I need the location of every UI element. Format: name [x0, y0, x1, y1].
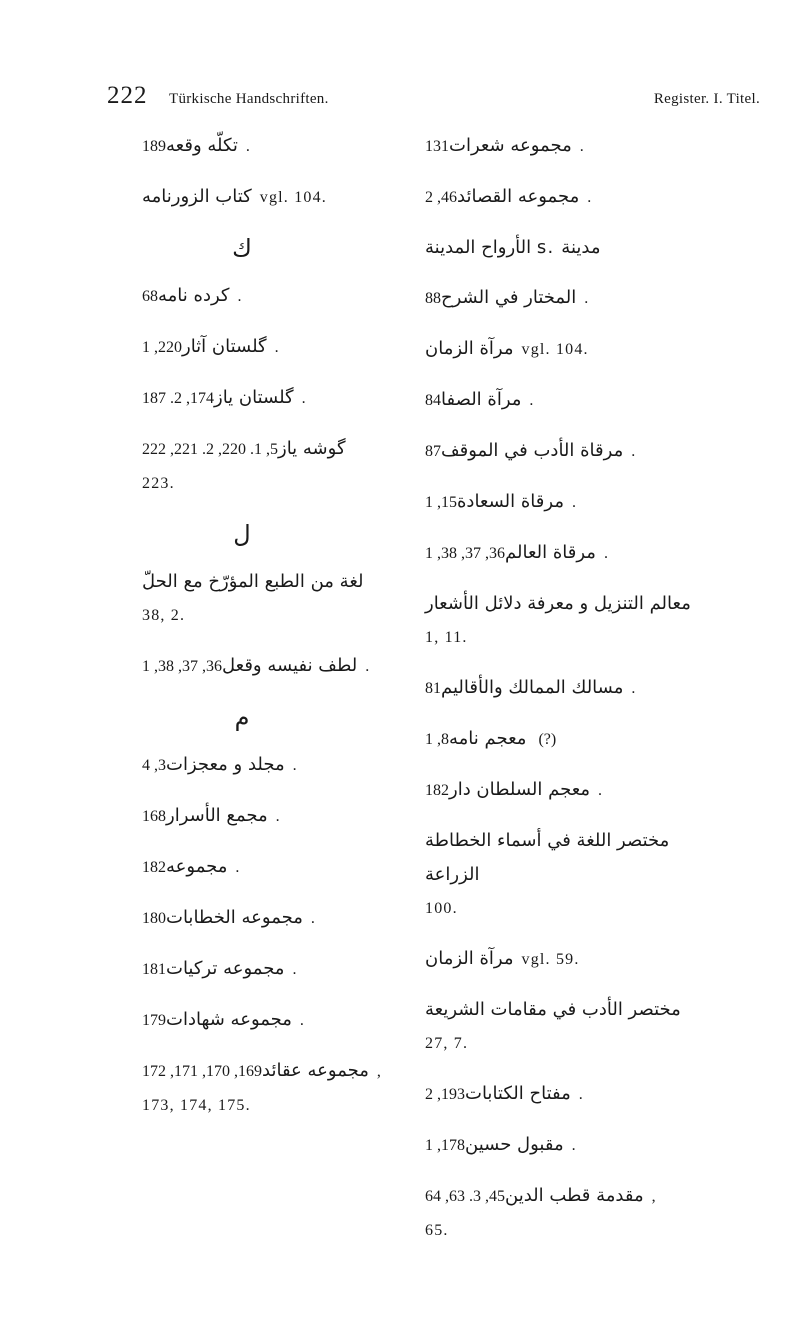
- index-entry: [142, 1006, 412, 1035]
- index-entry: [425, 386, 765, 415]
- index-entry: [425, 132, 765, 161]
- entry-title: مجموعه القصائد: [457, 186, 580, 207]
- index-entry: [142, 435, 412, 498]
- entry-reference: 8, 1 (?): [425, 731, 557, 748]
- entry-title: لغة من الطبع المؤرّخ مع الحلّ: [142, 571, 364, 592]
- index-entry: [142, 652, 412, 681]
- entry-reference-continuation: 100.: [425, 900, 458, 917]
- entry-title: مرآة الزمان: [425, 338, 514, 359]
- entry-title: مختصر الأدب في مقامات الشريعة: [425, 999, 681, 1020]
- entry-title: مقبول حسين: [465, 1134, 564, 1155]
- index-entry: [142, 802, 412, 831]
- index-entry: [425, 437, 765, 466]
- entry-reference: 220, 1.: [142, 339, 279, 356]
- letter-heading: م: [234, 703, 250, 731]
- index-entry: [425, 488, 765, 517]
- entry-title: كتاب الزورنامه: [142, 186, 252, 207]
- index-entry: [142, 1057, 412, 1120]
- index-entry: [142, 955, 412, 984]
- entry-reference: vgl. 104.: [521, 341, 589, 358]
- entry-reference: 179.: [142, 1012, 304, 1029]
- entry-title: معجم السلطان دار: [449, 779, 591, 800]
- entry-title: گلستان آثار: [182, 336, 267, 357]
- entry-reference: 45, 3. 63, 64,: [425, 1188, 656, 1205]
- entry-reference: 15, 1.: [425, 494, 576, 511]
- index-entry: [425, 827, 765, 923]
- entry-title: مفتاح الكتابات: [465, 1083, 571, 1104]
- page-number: 222: [107, 82, 148, 109]
- entry-title: مقدمة قطب الدين: [505, 1185, 644, 1206]
- index-entry: [425, 539, 765, 568]
- running-title: Türkische Handschriften.: [169, 91, 329, 107]
- entry-title: مجموعه الخطابات: [166, 907, 303, 928]
- index-entry: [425, 590, 765, 652]
- index-entry: [142, 183, 412, 212]
- entry-reference: 178, 1.: [425, 1137, 576, 1154]
- entry-reference: 46, 2.: [425, 189, 592, 206]
- entry-title: مجمع الأسرار: [166, 805, 268, 826]
- entry-title: لطف نفيسه وقعل: [222, 655, 358, 676]
- entry-title: مرآة الصفا: [441, 389, 522, 410]
- index-entry: [142, 282, 412, 311]
- letter-heading: ك: [232, 234, 252, 262]
- entry-reference: 68.: [142, 288, 242, 305]
- entry-title: مرآة الزمان: [425, 948, 514, 969]
- entry-reference: vgl. 59.: [521, 951, 580, 968]
- entry-title: مجموعه تركيات: [166, 958, 285, 979]
- entry-reference: 87.: [425, 443, 636, 460]
- entry-title: گلستان ياز: [214, 387, 294, 408]
- entry-reference-continuation: 223.: [142, 475, 175, 492]
- entry-title: مجموعه شعرات: [449, 135, 572, 156]
- entry-title: مرقاة السعادة: [457, 491, 564, 512]
- entry-title: مرقاة العالم: [505, 542, 596, 563]
- index-entry: [425, 1182, 765, 1245]
- entry-reference: 193, 2.: [425, 1086, 583, 1103]
- index-entry: [425, 1080, 765, 1109]
- entry-title: مرقاة الأدب في الموقف: [441, 440, 624, 461]
- entry-reference-continuation: 1, 11.: [425, 629, 468, 646]
- entry-title: تكلّه وقعه: [166, 135, 238, 156]
- entry-title: المختار في الشرح: [441, 287, 577, 308]
- entry-reference: 88.: [425, 290, 589, 307]
- left-column: [142, 132, 412, 1142]
- entry-reference: 174, 2. 187.: [142, 390, 306, 407]
- entry-title-continuation: الزراعة: [425, 864, 480, 885]
- letter-heading: ل: [233, 520, 251, 548]
- entry-reference-continuation: 173, 174, 175.: [142, 1097, 251, 1114]
- entry-title: مسالك الممالك والأقاليم: [441, 677, 624, 698]
- right-column: [425, 132, 765, 1267]
- entry-title: گوشه ياز: [278, 438, 346, 459]
- index-entry: [142, 568, 412, 630]
- index-entry: [425, 1131, 765, 1160]
- entry-reference: 182.: [425, 782, 603, 799]
- entry-reference: 84.: [425, 392, 534, 409]
- entry-title: معجم نامه: [449, 728, 527, 749]
- entry-title: مجموعه شهادات: [166, 1009, 292, 1030]
- page-header: [107, 82, 760, 112]
- entry-title: كرده نامه: [158, 285, 230, 306]
- index-entry: [142, 333, 412, 362]
- index-entry: [425, 945, 765, 974]
- entry-reference-continuation: 27, 7.: [425, 1035, 469, 1052]
- entry-reference: 168.: [142, 808, 280, 825]
- entry-reference: 3, 4.: [142, 757, 297, 774]
- entry-title: مجلد و معجزات: [166, 754, 285, 775]
- entry-reference: 189.: [142, 138, 250, 155]
- index-entry: [425, 284, 765, 313]
- entry-title: الأرواح المدينة s. مدينة: [425, 237, 601, 258]
- section-title: Register. I. Titel.: [653, 91, 760, 107]
- entry-reference: 169, 170, 171, 172,: [142, 1063, 381, 1080]
- index-entry: [425, 335, 765, 364]
- entry-title: مجموعه عقائد: [262, 1060, 369, 1081]
- index-entry: [425, 725, 765, 754]
- index-entry: [425, 776, 765, 805]
- entry-reference: 182.: [142, 859, 240, 876]
- index-entry: [142, 904, 412, 933]
- entry-title: مختصر اللغة في أسماء الخطاطة: [425, 830, 670, 851]
- entry-reference: 180.: [142, 910, 315, 927]
- entry-reference-continuation: 38, 2.: [142, 607, 186, 624]
- entry-reference: vgl. 104.: [259, 189, 327, 206]
- entry-reference: 36, 37, 38, 1.: [142, 658, 370, 675]
- entry-reference: 5, 1. 220, 2. 221, 222: [142, 441, 278, 458]
- index-entry: [425, 234, 765, 262]
- entry-reference: 181.: [142, 961, 297, 978]
- entry-reference: 81.: [425, 680, 636, 697]
- index-entry: [142, 384, 412, 413]
- index-entry: [142, 751, 412, 780]
- index-entry: [142, 853, 412, 882]
- entry-reference: 36, 37, 38, 1.: [425, 545, 608, 562]
- index-entry: [142, 132, 412, 161]
- index-entry: [425, 996, 765, 1058]
- entry-reference: 131.: [425, 138, 584, 155]
- index-entry: [425, 674, 765, 703]
- entry-reference-continuation: 65.: [425, 1222, 449, 1239]
- index-entry: [425, 183, 765, 212]
- entry-title: معالم التنزيل و معرفة دلائل الأشعار: [425, 593, 691, 614]
- entry-title: مجموعه: [166, 856, 228, 877]
